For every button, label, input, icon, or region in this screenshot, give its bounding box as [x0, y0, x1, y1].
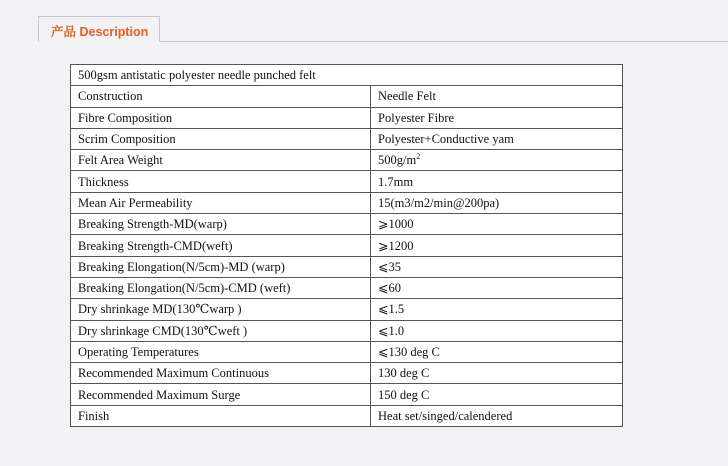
value-superscript: 2	[416, 152, 421, 162]
value-text: Heat set/singed/calendered	[378, 408, 513, 423]
property-cell: Breaking Strength-MD(warp)	[71, 214, 371, 235]
tab-description[interactable]	[38, 16, 160, 42]
property-cell: Dry shrinkage MD(130℃warp )	[71, 299, 371, 320]
value-cell	[371, 107, 623, 128]
table-title: 500gsm antistatic polyester needle punched felt	[71, 65, 623, 86]
value-text: 500g/m	[378, 153, 417, 168]
value-cell	[371, 320, 623, 341]
value-cell	[371, 192, 623, 213]
table-row	[71, 214, 623, 235]
table-row	[71, 171, 623, 192]
property-cell: Felt Area Weight	[71, 150, 371, 171]
value-cell	[371, 128, 623, 149]
property-cell: Fibre Composition	[71, 107, 371, 128]
value-text: Needle Felt	[378, 89, 436, 104]
value-text: ⩽1.0	[378, 323, 405, 338]
table-row	[71, 363, 623, 384]
table-row	[71, 128, 623, 149]
value-text: Polyester Fibre	[378, 110, 455, 125]
value-text: ⩽130 deg C	[378, 345, 440, 359]
value-text: ⩽35	[378, 259, 401, 274]
property-cell: Dry shrinkage CMD(130℃weft )	[71, 320, 371, 341]
value-cell	[371, 235, 623, 256]
value-text: 15(m3/m2/min@200pa)	[378, 195, 500, 210]
property-cell: Scrim Composition	[71, 128, 371, 149]
value-cell	[371, 384, 623, 405]
value-cell	[371, 150, 623, 171]
table-row	[71, 341, 623, 362]
property-cell: Finish	[71, 405, 371, 426]
value-cell	[371, 214, 623, 235]
table-row	[71, 86, 623, 107]
table-row	[71, 320, 623, 341]
value-text: ⩾1000	[378, 217, 414, 232]
spec-table	[70, 64, 623, 427]
value-cell	[371, 256, 623, 277]
value-text: 1.7mm	[378, 174, 414, 189]
table-row	[71, 192, 623, 213]
value-cell	[371, 405, 623, 426]
table-row	[71, 107, 623, 128]
value-cell	[371, 86, 623, 107]
value-cell	[371, 299, 623, 320]
table-row	[71, 299, 623, 320]
property-cell: Thickness	[71, 171, 371, 192]
value-text: Polyester+Conductive yam	[378, 132, 514, 147]
property-cell: Recommended Maximum Continuous	[71, 363, 371, 384]
value-cell	[371, 363, 623, 384]
property-cell: Breaking Strength-CMD(weft)	[71, 235, 371, 256]
value-text: ⩾1200	[378, 238, 414, 253]
value-text: ⩽1.5	[378, 302, 405, 317]
table-row	[71, 256, 623, 277]
value-text: 150 deg C	[378, 387, 430, 402]
table-row	[71, 235, 623, 256]
property-cell: Recommended Maximum Surge	[71, 384, 371, 405]
value-text: ⩽60	[378, 281, 401, 296]
property-cell: Mean Air Permeability	[71, 192, 371, 213]
value-cell	[371, 277, 623, 298]
property-cell: Operating Temperatures	[71, 341, 371, 362]
table-row	[71, 150, 623, 171]
table-row	[71, 384, 623, 405]
value-cell	[371, 171, 623, 192]
property-cell: Construction	[71, 86, 371, 107]
table-title-row	[71, 65, 623, 86]
tab-description-label: 产品 Description	[51, 25, 149, 39]
value-cell	[371, 341, 623, 362]
table-row	[71, 405, 623, 426]
table-row	[71, 277, 623, 298]
value-text: 130 deg C	[378, 366, 430, 381]
property-cell: Breaking Elongation(N/5cm)-CMD (weft)	[71, 277, 371, 298]
property-cell: Breaking Elongation(N/5cm)-MD (warp)	[71, 256, 371, 277]
